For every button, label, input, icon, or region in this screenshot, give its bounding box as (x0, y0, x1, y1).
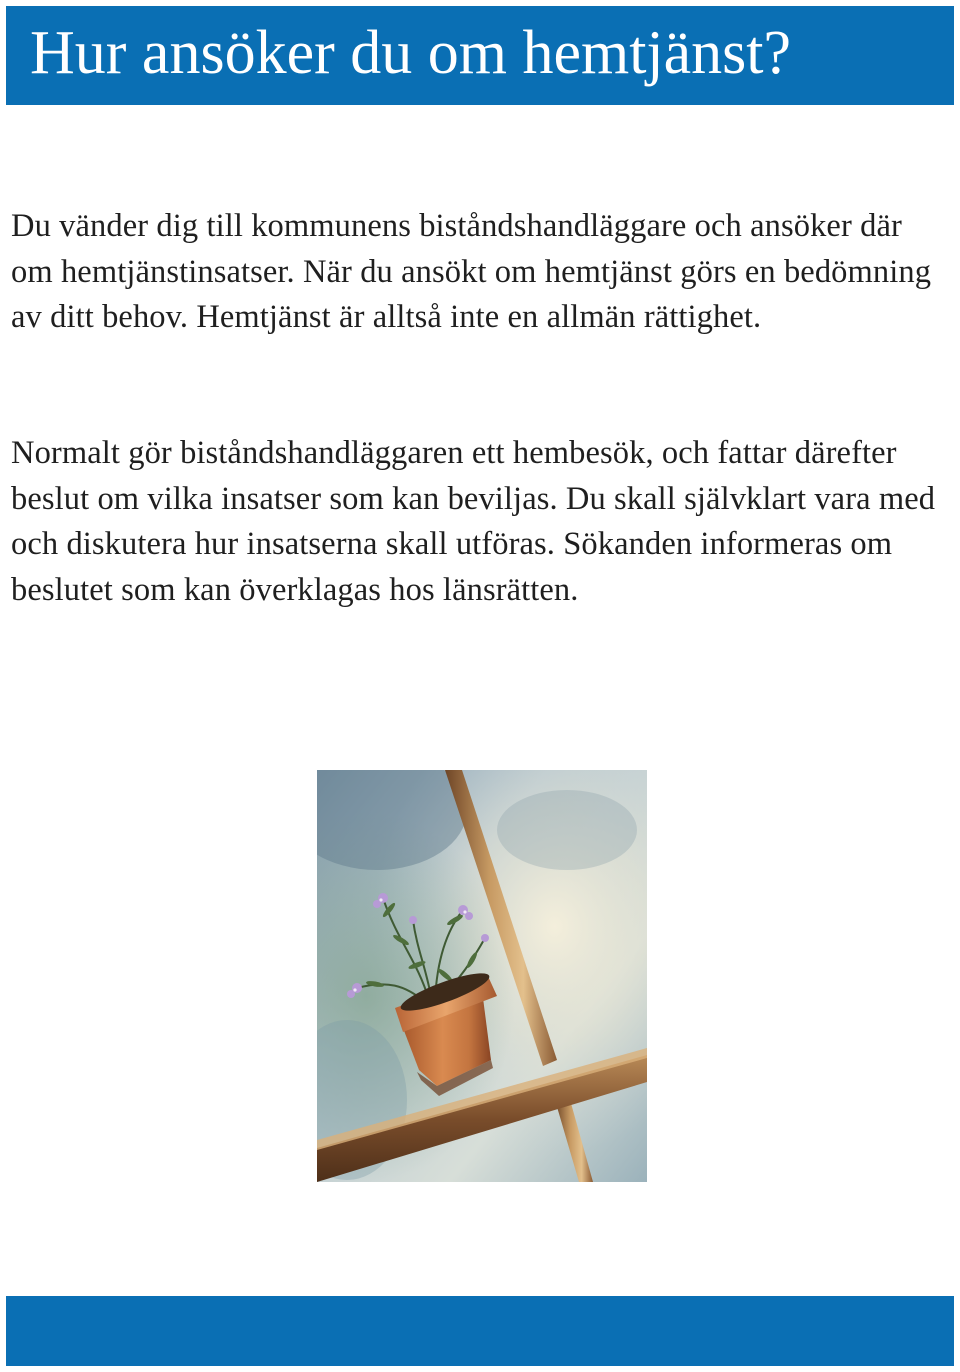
page-title: Hur ansöker du om hemtjänst? (30, 19, 792, 87)
process-paragraph: Normalt gör biståndshandläggaren ett hembesök, och fattar därefter beslut om vilka insatser som kan beviljas. Du skall självklart vara med och diskutera hur insatserna skall utföras. Sökanden informeras om beslutet som kan överklagas hos länsrätten. (11, 435, 936, 608)
footer-bar (6, 1296, 954, 1366)
flower-pot-photo (317, 770, 647, 1182)
intro-paragraph: Du vänder dig till kommunens biståndshandläggare och ansöker där om hemtjänstinsatser. När du ansökt om hemtjänst görs en bedömning av ditt behov. Hemtjänst är alltså inte en allmän rättighet. (11, 208, 932, 335)
header-bar (6, 6, 954, 105)
